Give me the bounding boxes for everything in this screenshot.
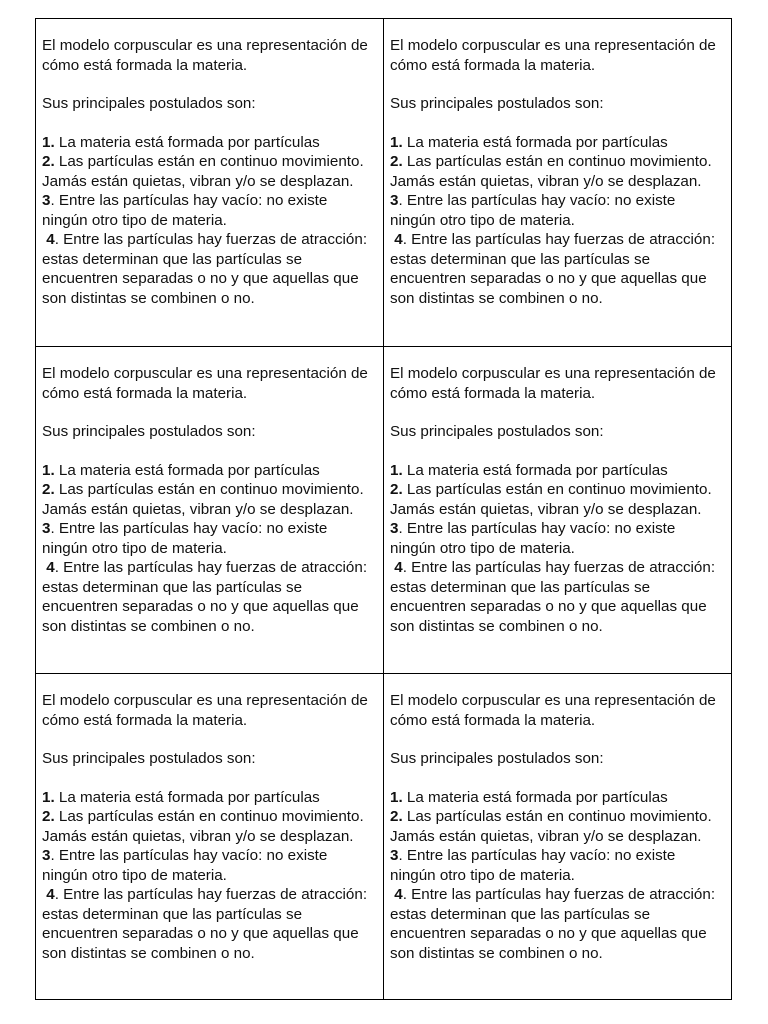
- postulate-4: [390, 885, 725, 963]
- postulate-text: La materia está formada por partículas: [54, 133, 320, 151]
- postulate-3: [42, 846, 377, 885]
- card-subtitle: Sus principales postulados son:: [42, 750, 256, 767]
- postulate-4: [390, 230, 725, 308]
- postulate-2: [390, 152, 725, 191]
- postulate-1: [42, 133, 377, 153]
- card-intro: El modelo corpuscular es una representación de cómo está formada la materia.: [42, 365, 368, 402]
- card-r3-c1: [36, 674, 384, 999]
- postulate-3: [390, 519, 725, 558]
- postulate-number: 2.: [390, 153, 403, 170]
- postulate-text: Las partículas están en continuo movimiento. Jamás están quietas, vibran y/o se desplazan.: [390, 153, 712, 190]
- postulate-number: 2.: [390, 481, 403, 498]
- postulate-4: [390, 558, 725, 636]
- postulate-2: [390, 480, 725, 519]
- card-r2-c2: [384, 347, 731, 674]
- postulate-text: Las partículas están en continuo movimiento. Jamás están quietas, vibran y/o se desplazan.: [42, 808, 364, 845]
- postulate-text: . Entre las partículas hay fuerzas de atracción: estas determinan que las partículas se encuentren separadas o no y que aquellas que son distintas se combinen o no.: [390, 886, 716, 962]
- postulate-text: Las partículas están en continuo movimiento. Jamás están quietas, vibran y/o se desplazan.: [42, 153, 364, 190]
- postulate-text: . Entre las partículas hay vacío: no existe ningún otro tipo de materia.: [390, 847, 676, 884]
- postulate-2: [42, 807, 377, 846]
- card-intro: El modelo corpuscular es una representación de cómo está formada la materia.: [390, 365, 716, 402]
- postulate-number: 1.: [42, 133, 55, 151]
- postulate-number: 1.: [42, 461, 55, 479]
- postulate-4: [42, 558, 377, 636]
- postulate-text: La materia está formada por partículas: [402, 133, 668, 151]
- postulate-text: Las partículas están en continuo movimiento. Jamás están quietas, vibran y/o se desplazan.: [390, 481, 712, 518]
- postulate-text: La materia está formada por partículas: [54, 461, 320, 479]
- postulate-number: 1.: [390, 788, 403, 806]
- postulate-number: 3: [390, 520, 399, 537]
- postulate-number: 4: [394, 231, 403, 248]
- postulate-number: 3: [390, 192, 399, 209]
- card-subtitle: Sus principales postulados son:: [390, 750, 604, 767]
- postulate-number: 4: [46, 886, 55, 903]
- postulate-3: [390, 846, 725, 885]
- postulate-text: La materia está formada por partículas: [402, 788, 668, 806]
- postulate-4: [42, 885, 377, 963]
- postulate-2: [42, 152, 377, 191]
- card-subtitle: Sus principales postulados son:: [42, 95, 256, 112]
- postulate-number: 3: [390, 847, 399, 864]
- postulate-number: 3: [42, 192, 51, 209]
- postulate-3: [42, 519, 377, 558]
- postulate-3: [390, 191, 725, 230]
- card-subtitle: Sus principales postulados son:: [42, 423, 256, 440]
- card-intro: El modelo corpuscular es una representación de cómo está formada la materia.: [390, 692, 716, 729]
- card-r2-c1: [36, 347, 384, 674]
- postulate-number: 1.: [42, 788, 55, 806]
- postulate-number: 4: [46, 231, 55, 248]
- postulate-number: 1.: [390, 461, 403, 479]
- postulate-number: 3: [42, 847, 51, 864]
- postulate-number: 1.: [390, 133, 403, 151]
- postulate-3: [42, 191, 377, 230]
- postulate-text: . Entre las partículas hay vacío: no existe ningún otro tipo de materia.: [390, 520, 676, 557]
- card-intro: El modelo corpuscular es una representación de cómo está formada la materia.: [390, 37, 716, 74]
- postulate-number: 2.: [390, 808, 403, 825]
- card-intro: El modelo corpuscular es una representación de cómo está formada la materia.: [42, 692, 368, 729]
- postulate-text: Las partículas están en continuo movimiento. Jamás están quietas, vibran y/o se desplazan.: [42, 481, 364, 518]
- postulate-text: . Entre las partículas hay vacío: no existe ningún otro tipo de materia.: [42, 192, 328, 229]
- postulate-text: . Entre las partículas hay vacío: no existe ningún otro tipo de materia.: [42, 520, 328, 557]
- postulate-text: . Entre las partículas hay fuerzas de atracción: estas determinan que las partículas se encuentren separadas o no y que aquellas que son distintas se combinen o no.: [42, 231, 368, 307]
- postulate-number: 2.: [42, 481, 55, 498]
- postulate-2: [42, 480, 377, 519]
- postulate-1: [42, 461, 377, 481]
- postulate-text: La materia está formada por partículas: [54, 788, 320, 806]
- postulate-1: [42, 788, 377, 808]
- postulate-1: [390, 133, 725, 153]
- postulate-number: 4: [394, 559, 403, 576]
- postulate-text: . Entre las partículas hay fuerzas de atracción: estas determinan que las partículas se encuentren separadas o no y que aquellas que son distintas se combinen o no.: [42, 559, 368, 635]
- card-r1-c2: [384, 19, 731, 347]
- postulate-4: [42, 230, 377, 308]
- card-subtitle: Sus principales postulados son:: [390, 423, 604, 440]
- postulate-number: 4: [46, 559, 55, 576]
- postulate-1: [390, 461, 725, 481]
- postulate-text: . Entre las partículas hay vacío: no existe ningún otro tipo de materia.: [42, 847, 328, 884]
- card-subtitle: Sus principales postulados son:: [390, 95, 604, 112]
- card-r1-c1: [36, 19, 384, 347]
- postulate-number: 3: [42, 520, 51, 537]
- postulate-number: 2.: [42, 153, 55, 170]
- card-intro: El modelo corpuscular es una representación de cómo está formada la materia.: [42, 37, 368, 74]
- postulate-text: La materia está formada por partículas: [402, 461, 668, 479]
- postulate-text: . Entre las partículas hay fuerzas de atracción: estas determinan que las partículas se encuentren separadas o no y que aquellas que son distintas se combinen o no.: [390, 231, 716, 307]
- postulate-text: . Entre las partículas hay fuerzas de atracción: estas determinan que las partículas se encuentren separadas o no y que aquellas que son distintas se combinen o no.: [390, 559, 716, 635]
- card-r3-c2: [384, 674, 731, 999]
- card-grid: [35, 18, 732, 1000]
- postulate-text: . Entre las partículas hay vacío: no existe ningún otro tipo de materia.: [390, 192, 676, 229]
- postulate-text: Las partículas están en continuo movimiento. Jamás están quietas, vibran y/o se desplazan.: [390, 808, 712, 845]
- postulate-1: [390, 788, 725, 808]
- postulate-number: 2.: [42, 808, 55, 825]
- postulate-text: . Entre las partículas hay fuerzas de atracción: estas determinan que las partículas se encuentren separadas o no y que aquellas que son distintas se combinen o no.: [42, 886, 368, 962]
- postulate-number: 4: [394, 886, 403, 903]
- postulate-2: [390, 807, 725, 846]
